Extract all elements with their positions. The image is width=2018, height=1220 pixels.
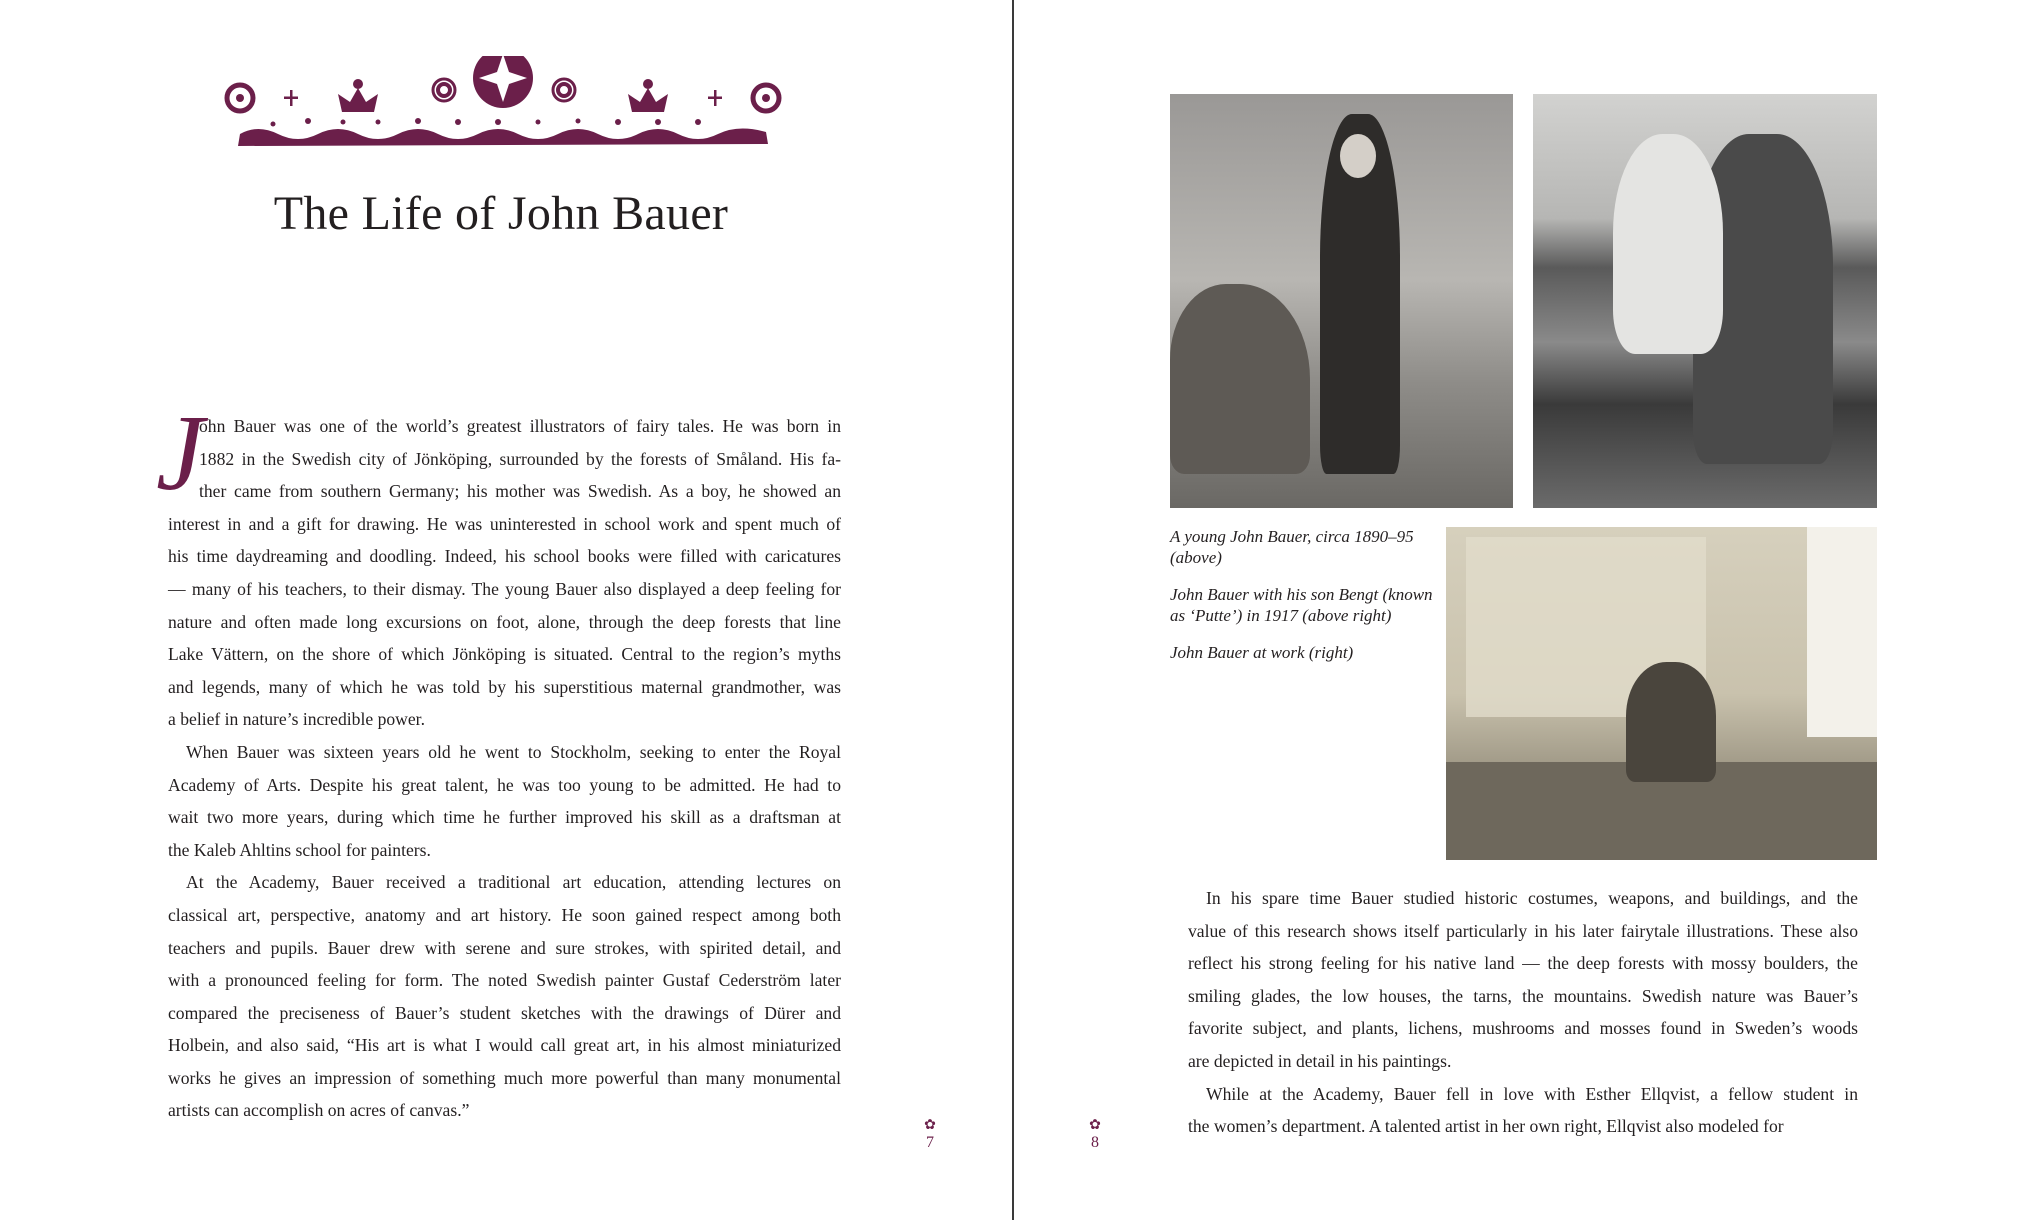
page-number-left [915,1118,945,1152]
text-line: a belief in nature’s incredible power. [168,709,425,730]
text-line: While at the Academy, Bauer fell in love with Esther Ellqvist, a fellow student in [1206,1083,1858,1104]
text-line: teachers and pupils. Bauer drew with serene and sure strokes, with spirited detail, and [168,937,841,958]
text-line: Academy of Arts. Despite his great talent, he was too young to be admitted. He had to [168,774,841,795]
page-number-label: 7 [926,1134,934,1151]
page-number-label: 8 [1091,1134,1099,1151]
text-line: reflect his strong feeling for his native land — the deep forests with mossy boulders, the [1188,953,1858,974]
dot-row [271,118,702,127]
decorative-border-ornament [218,56,788,156]
text-line: and legends, many of which he was told by his superstitious maternal grandmother, was [168,676,841,697]
photo-young-john-bauer [1170,94,1513,508]
page-gutter [1012,0,1014,1220]
text-line: works he gives an impression of something much more powerful than many monumental [168,1067,841,1088]
text-line: ohn Bauer was one of the world’s greatest illustrators of fairy tales. He was born in [199,416,841,436]
photo-john-bauer-with-son [1533,94,1877,508]
caption: John Bauer at work (right) [1170,643,1354,662]
flower-ornament-icon: ✿ [1089,1118,1101,1133]
right-body-text [1188,882,1858,1143]
text-line: When Bauer was sixteen years old he went to Stockholm, seeking to enter the Royal [186,741,841,762]
flower-ornament-icon: ✿ [924,1118,936,1133]
page-number-right [1080,1118,1110,1152]
text-line: compared the preciseness of Bauer’s student sketches with the drawings of Dürer and [168,1002,841,1023]
drop-cap: J [156,394,204,513]
text-line: with a pronounced feeling for form. The noted Swedish painter Gustaf Cederström later [168,970,841,991]
text-line: classical art, perspective, anatomy and art history. He soon gained respect among both [168,904,841,925]
photo-john-bauer-at-work [1446,527,1877,860]
text-line: Holbein, and also said, “His art is what I would call great art, in his almost miniaturized [168,1035,841,1056]
text-line: the women’s department. A talented artist in her own right, Ellqvist also modeled for [1188,1116,1784,1137]
text-line: favorite subject, and plants, lichens, mushrooms and mosses found in Sweden’s woods [1188,1018,1858,1039]
caption: John Bauer with his son Bengt (known as ‘Putte’) in 1917 (above right) [1170,585,1433,625]
text-line: 1882 in the Swedish city of Jönköping, surrounded by the forests of Småland. His fa- [199,448,841,469]
text-line: interest in and a gift for drawing. He was uninterested in school work and spent much of [168,513,841,534]
text-line: ther came from southern Germany; his mother was Swedish. As a boy, he showed an [199,481,841,502]
text-line: artists can accomplish on acres of canvas.” [168,1100,470,1121]
text-line: his time daydreaming and doodling. Indeed, his school books were filled with caricatures [168,546,841,567]
text-line: the Kaleb Ahltins school for painters. [168,839,431,860]
left-body-text [168,410,841,1127]
text-line: value of this research shows itself particularly in his later fairytale illustrations. These also [1188,920,1858,941]
text-line: smiling glades, the low houses, the tarns, the mountains. Swedish nature was Bauer’s [1188,985,1858,1006]
text-line: wait two more years, during which time he further improved his skill as a draftsman at [168,807,841,828]
text-line: — many of his teachers, to their dismay. The young Bauer also displayed a deep feeling for [168,578,841,599]
caption: A young John Bauer, circa 1890–95 (above) [1170,527,1414,567]
text-line: are depicted in detail in his paintings. [1188,1050,1452,1071]
text-line: Lake Vättern, on the shore of which Jönköping is situated. Central to the region’s myths [168,644,841,665]
text-line: At the Academy, Bauer received a traditional art education, attending lectures on [186,872,841,893]
text-line: In his spare time Bauer studied historic costumes, weapons, and buildings, and the [1206,888,1858,908]
chapter-title: The Life of John Bauer [273,187,729,240]
text-line: nature and often made long excursions on foot, alone, through the deep forests that line [168,611,841,632]
photo-captions [1170,526,1440,679]
